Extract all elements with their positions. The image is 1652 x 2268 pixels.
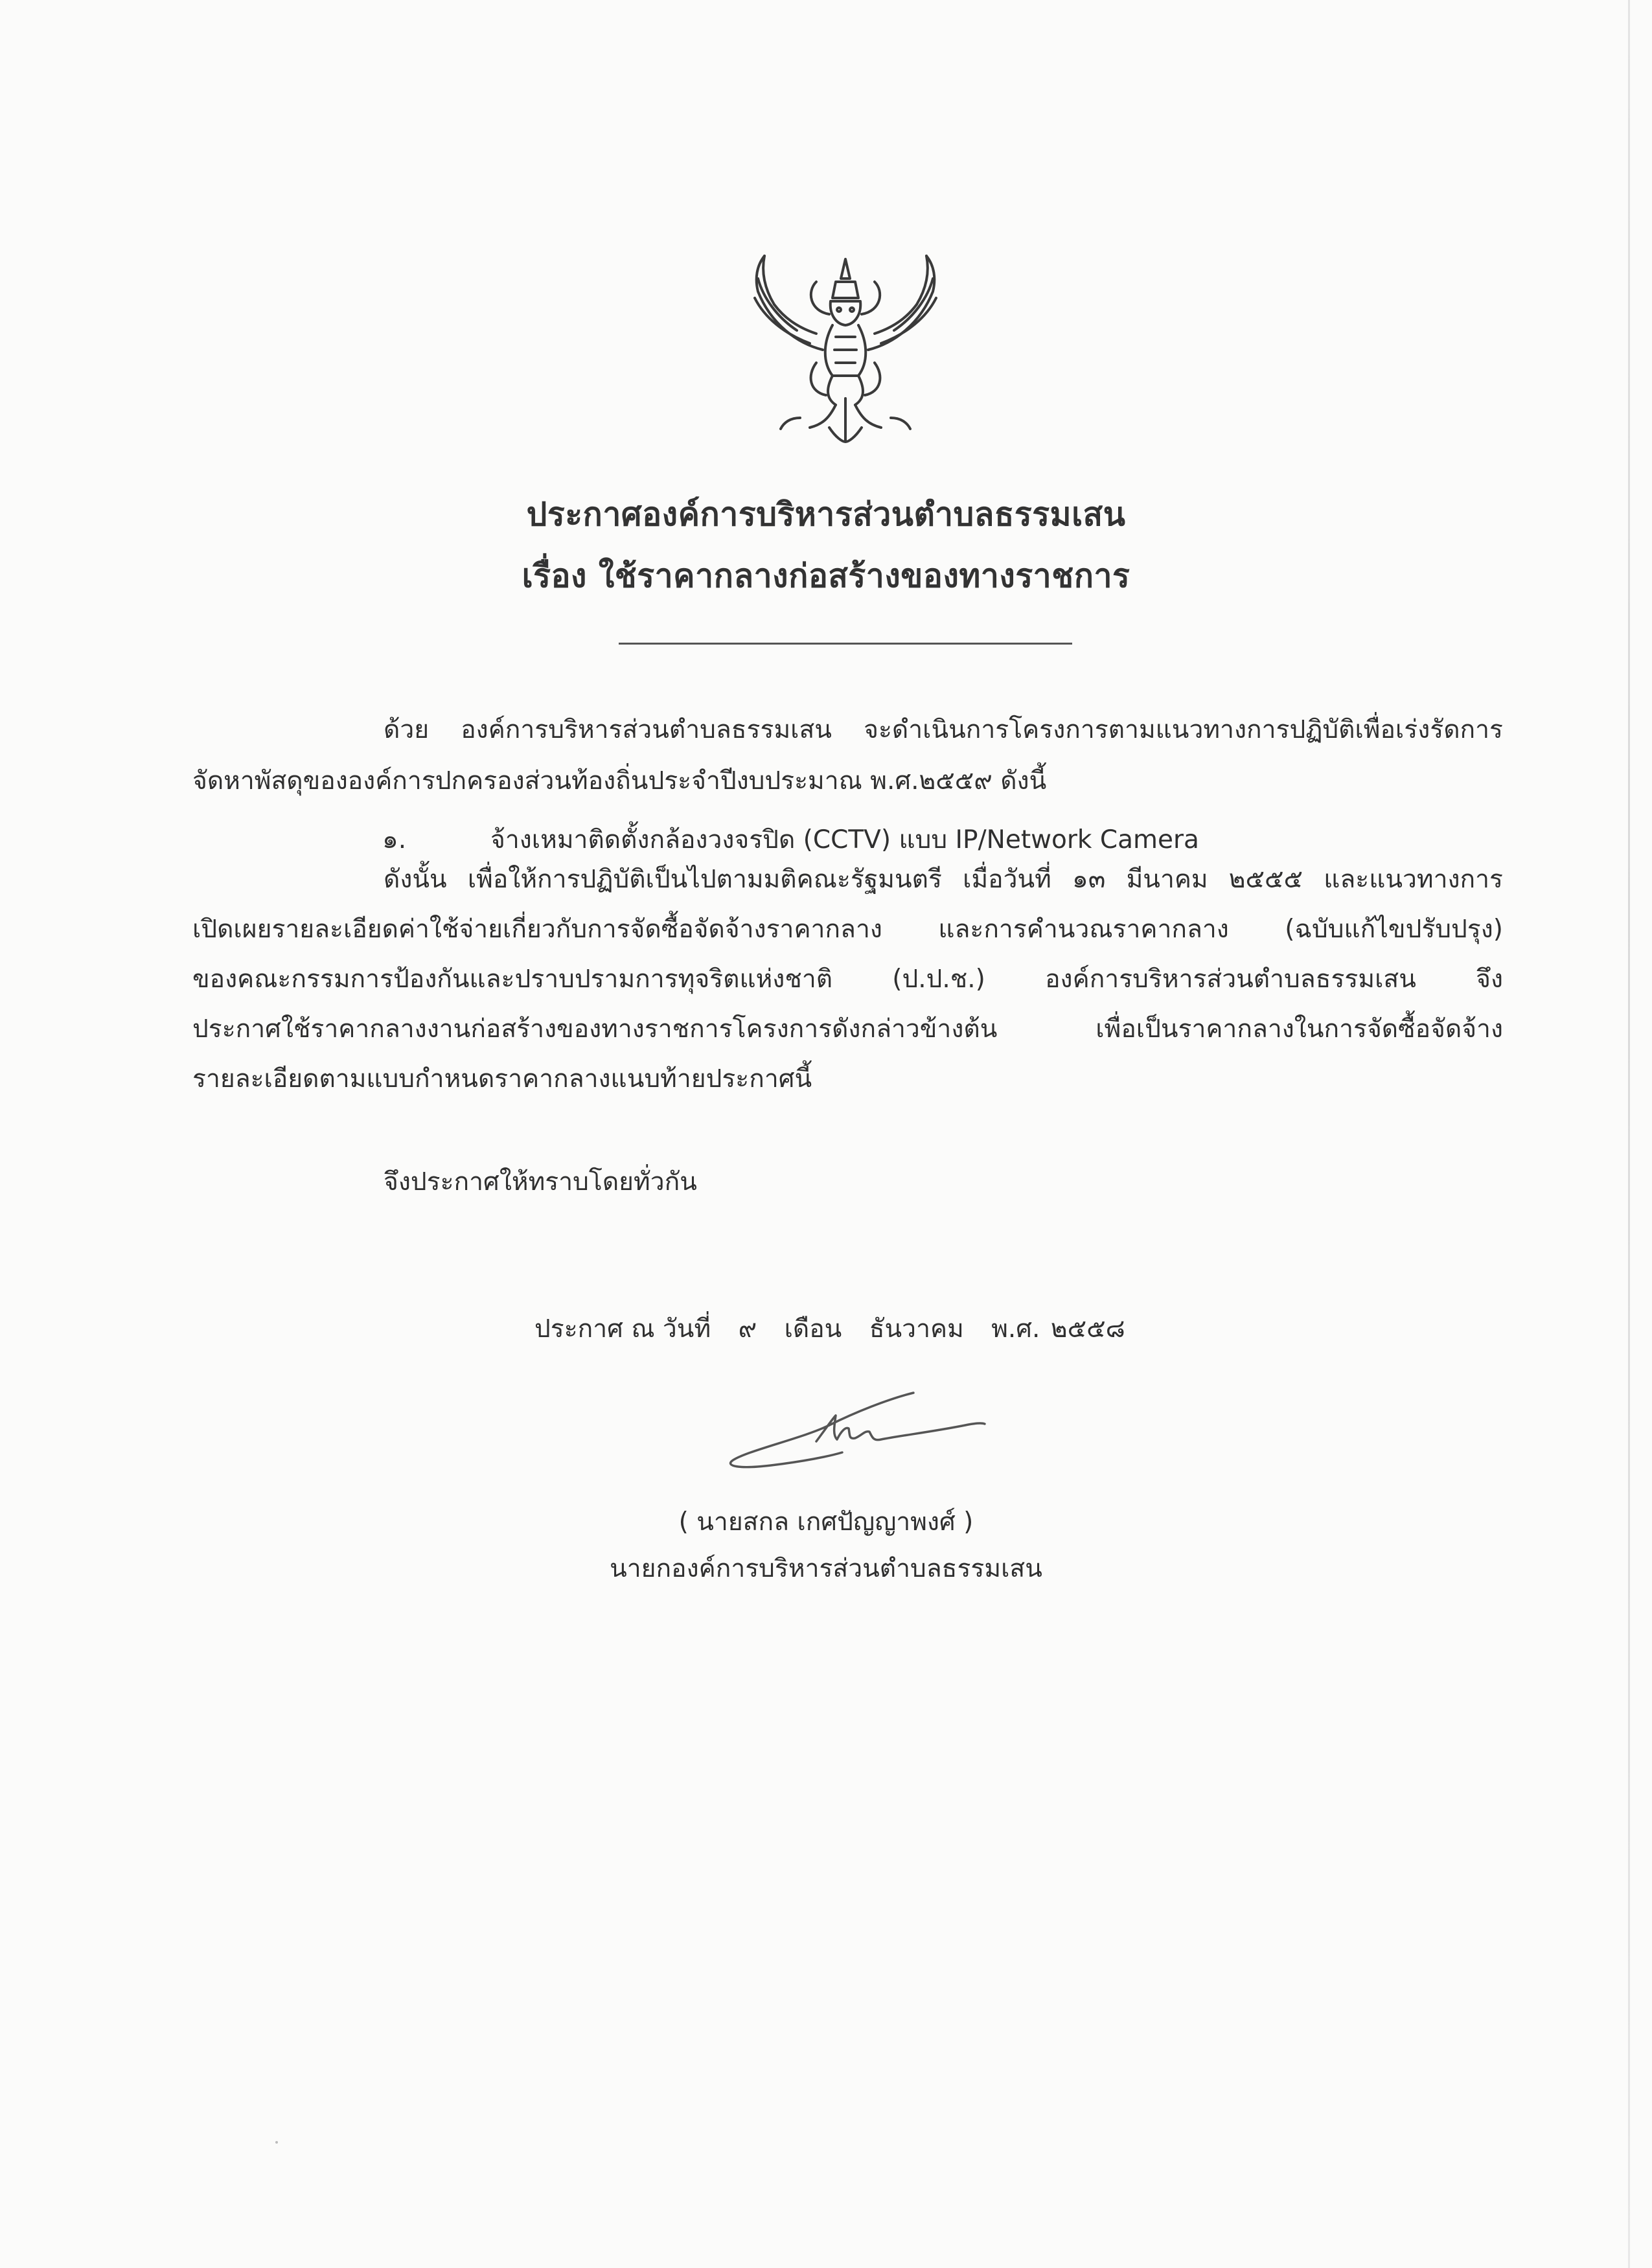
item-text: จ้างเหมาติดตั้งกล้องวงจรปิด (CCTV) แบบ IP/Network Camera (490, 825, 1199, 854)
closing-statement: จึงประกาศให้ทราบโดยทั่วกัน (384, 1167, 697, 1197)
date-month: ธันวาคม (869, 1314, 964, 1344)
page-edge (1628, 0, 1630, 2268)
scan-speck (275, 2141, 278, 2144)
para2-line4: ประกาศใช้ราคากลางงานก่อสร้างของทางราชการโครงการดังกล่าวข้างต้น เพื่อเป็นราคากลางในการจัดซื้อจัดจ้าง (192, 1014, 1503, 1044)
handwritten-signature (719, 1380, 991, 1477)
date-year-label: พ.ศ. (991, 1314, 1040, 1344)
date-label: ประกาศ ณ วันที่ (534, 1314, 711, 1344)
document-subject: เรื่อง ใช้ราคากลางก่อสร้างของทางราชการ (522, 557, 1130, 595)
para2-line5: รายละเอียดตามแบบกำหนดราคากลางแนบท้ายประกาศนี้ (192, 1064, 812, 1094)
item-number: ๑. (382, 825, 407, 854)
title-divider (619, 643, 1072, 645)
para2-line1: ดังนั้น เพื่อให้การปฏิบัติเป็นไปตามมติคณะรัฐมนตรี เมื่อวันที่ ๑๓ มีนาคม ๒๕๕๕ และแนวทางการ (384, 865, 1503, 894)
date-month-label: เดือน (784, 1314, 842, 1344)
date-day: ๙ (738, 1314, 757, 1344)
announcement-date (534, 1309, 1145, 1349)
signatory-name: ( นายสกล เกศปัญญาพงศ์ ) (678, 1507, 974, 1537)
para1-line2: จัดหาพัสดุขององค์การปกครองส่วนท้องถิ่นประจำปีงบประมาณ พ.ศ.๒๕๕๙ ดังนี้ (192, 766, 1047, 796)
document-title: ประกาศองค์การบริหารส่วนตำบลธรรมเสน (526, 496, 1126, 533)
garuda-emblem-icon (745, 253, 946, 447)
para2-line3: ของคณะกรรมการป้องกันและปราบปรามการทุจริตแห่งชาติ (ป.ป.ช.) องค์การบริหารส่วนตำบลธรรมเสน จึง (192, 965, 1503, 994)
para2-line2: เปิดเผยรายละเอียดค่าใช้จ่ายเกี่ยวกับการจัดซื้อจัดจ้างราคากลาง และการคำนวณราคากลาง (ฉบับแก้ไขปรับปรุง) (192, 915, 1503, 944)
para1-line1: ด้วย องค์การบริหารส่วนตำบลธรรมเสน จะดำเนินการโครงการตามแนวทางการปฏิบัติเพื่อเร่งรัดการ (384, 715, 1503, 744)
signatory-position: นายกองค์การบริหารส่วนตำบลธรรมเสน (610, 1554, 1042, 1583)
date-year: ๒๕๕๘ (1050, 1314, 1125, 1344)
